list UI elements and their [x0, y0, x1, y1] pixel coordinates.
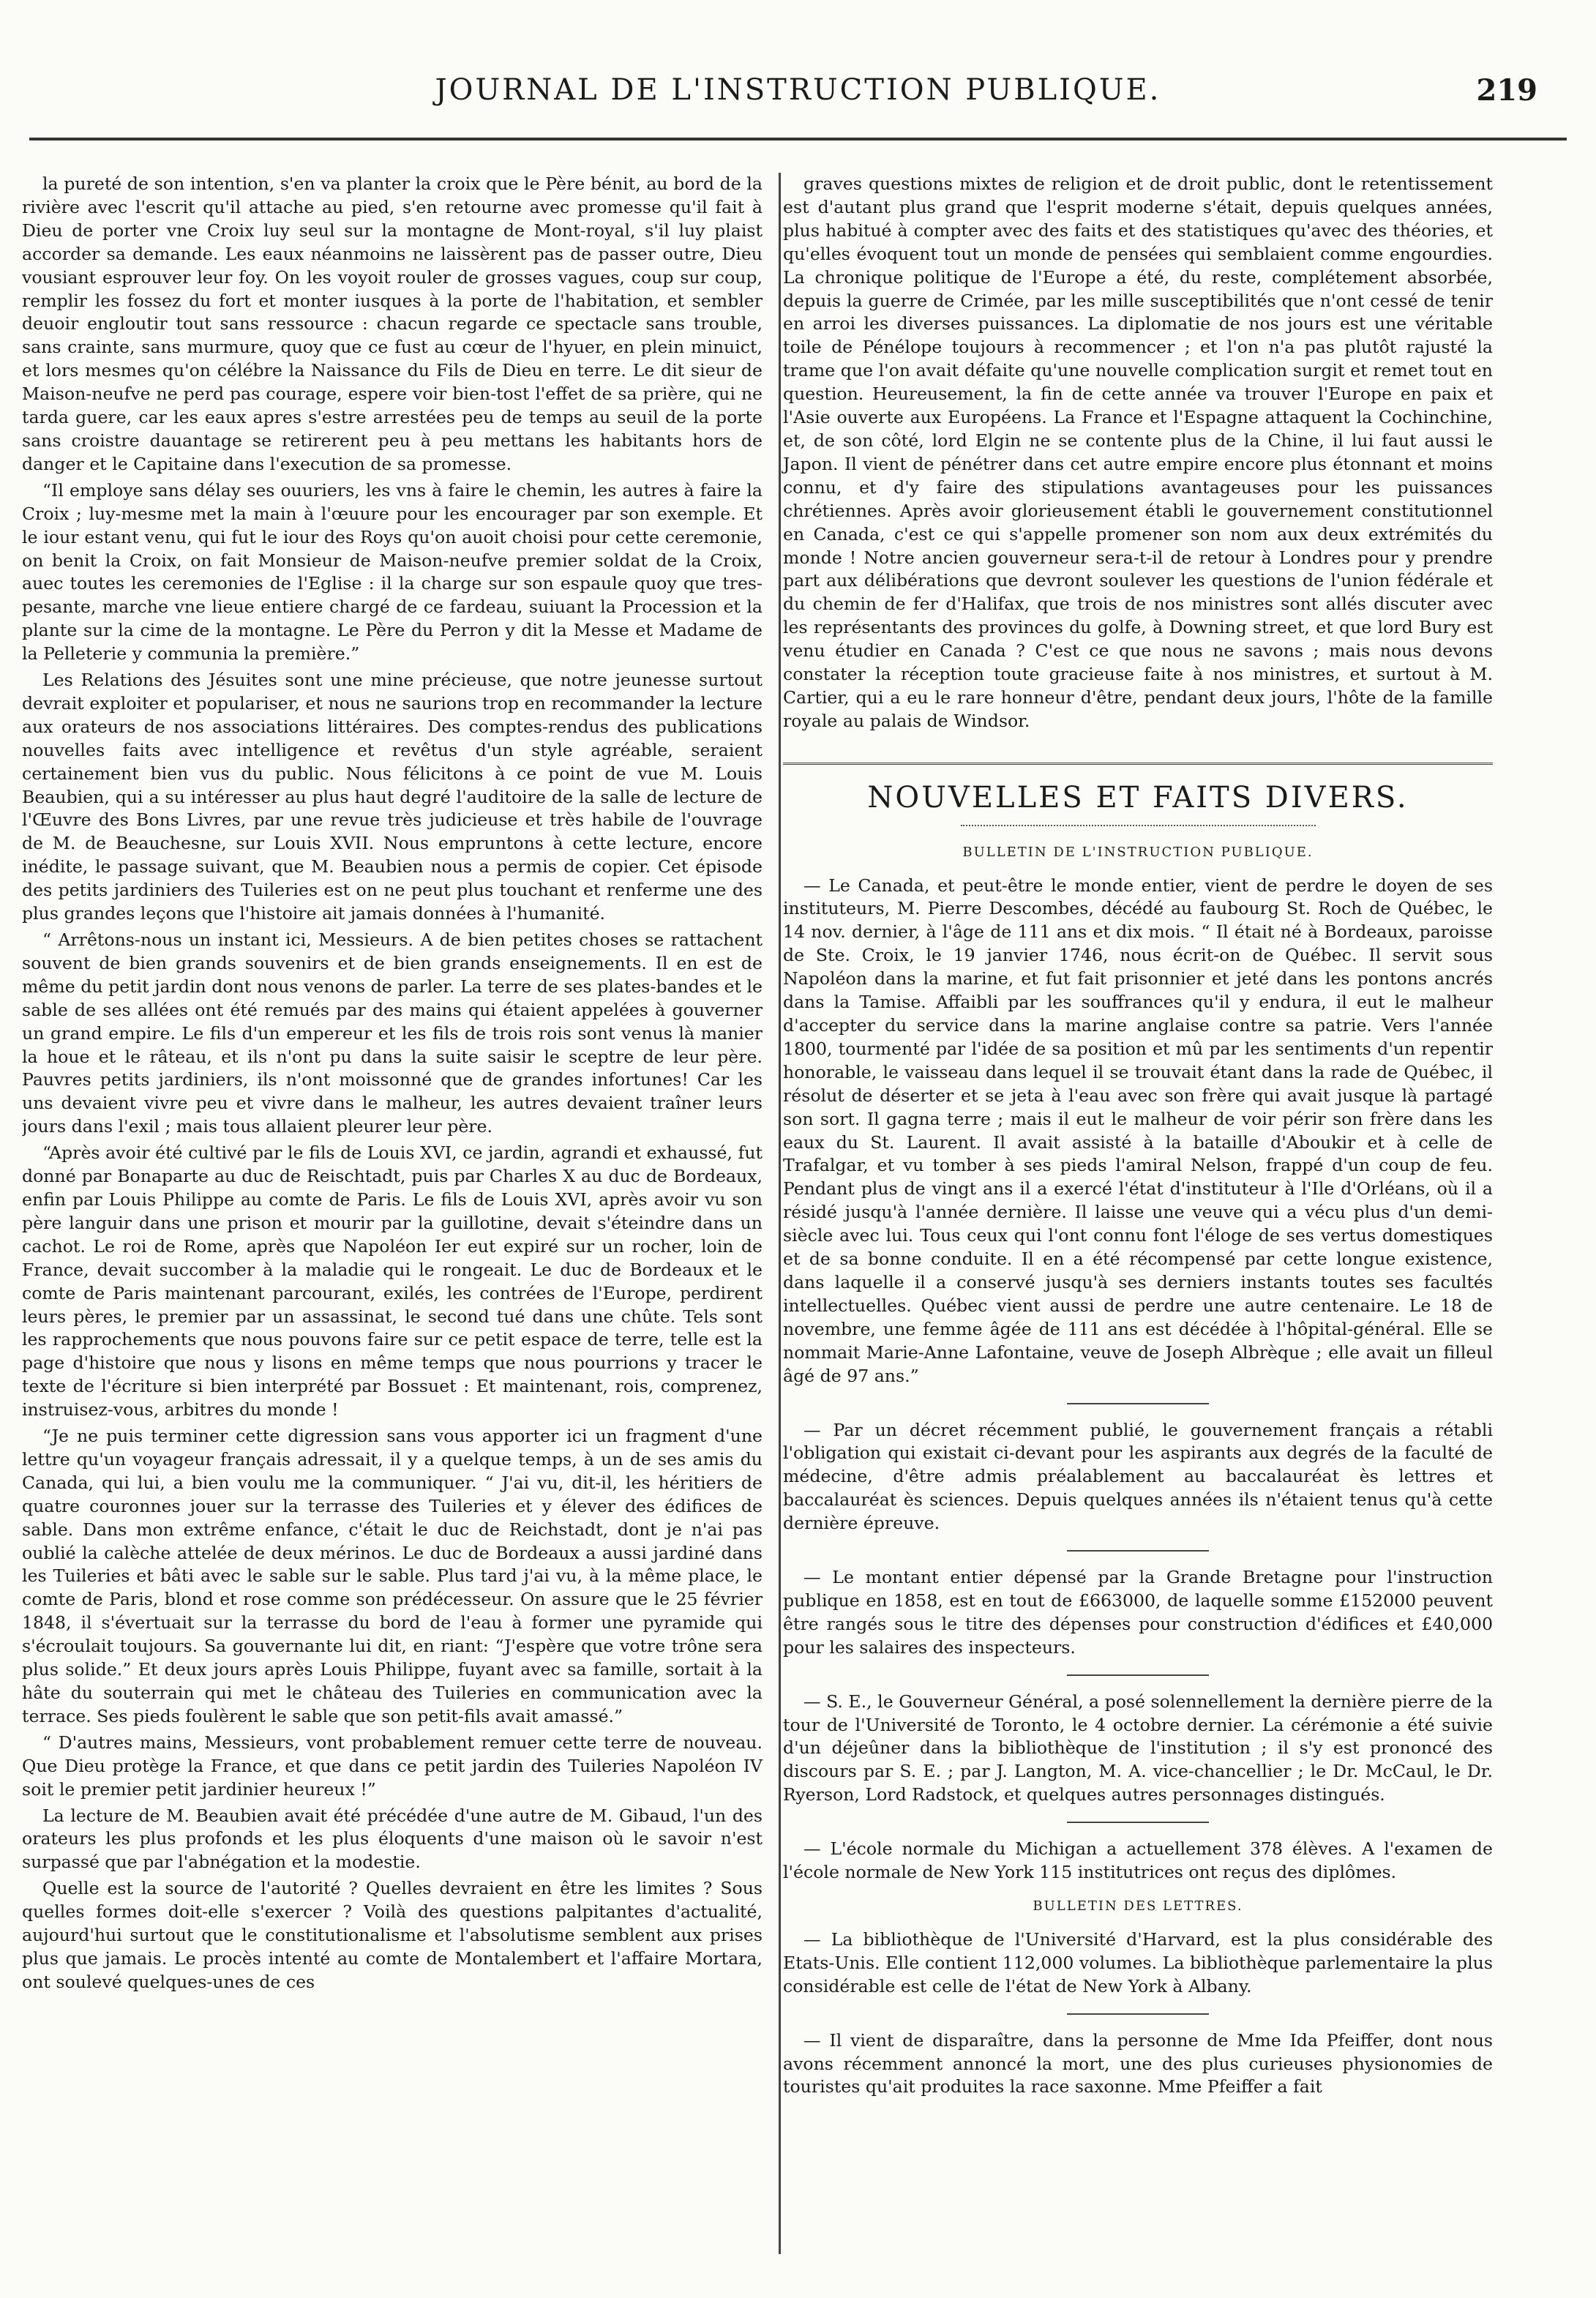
news-item: — L'école normale du Michigan a actuellement 378 élèves. A l'examen de l'école normale de New York 115 institutrices ont reçus des diplômes. [783, 1838, 1493, 1883]
section-divider [783, 763, 1493, 765]
paragraph: “Je ne puis terminer cette digression sans vous apporter ici un fragment d'une lettre qu'un voyageur français adressait, il y a quelque temps, à un de ses amis du Canada, qui lui, a bien voulu me la communiquer. “ J'ai vu, dit-il, les héritiers de quatre couronnes jouer sur la terrasse des Tuileries et y élever des édifices de sable. Dans mon extrême enfance, c'était le duc de Reichstadt, dont je n'ai pas oublié la calèche attelée de deux mérinos. Le duc de Bordeaux a aussi jardiné dans les Tuileries et bâti avec le sable sur le sable. Plus tard j'ai vu, à la même place, le comte de Paris, blond et rose comme son prédécesseur. On assure que le 25 février 1848, il s'évertuait sur la terrasse du bord de l'eau à former une pyramide qui s'écroulait toujours. Sa gouvernante lui dit, en riant: “J'espère que votre trône sera plus solide.” Et deux jours après Louis Philippe, fuyant avec sa famille, sortait à la hâte du souterrain qui met le château des Tuileries en communication avec la terrace. Ses pieds foulèrent le sable que son petit-fils avait amassé.” [22, 1426, 763, 1726]
news-item: — Le Canada, et peut-être le monde entier, vient de perdre le doyen de ses instituteurs, M. Pierre Descombes, décédé au faubourg St. Roch de Québec, le 14 nov. dernier, à l'âge de 111 ans et dix mois. “ Il était né à Bordeaux, paroisse de Ste. Croix, le 19 janvier 1746, nous écrit-on de Québec. Il servit sous Napoléon dans la marine, et fut fait prisonnier et jeté dans les pontons ancrés dans la Tamise. Affaibli par les souffrances qu'il y endura, il eut le malheur d'accepter du service dans la marine anglaise contre sa patrie. Vers l'année 1800, tourmenté par l'idée de sa position et mû par les sentiments d'un repentir honorable, le vaisseau dans lequel il se trouvait étant dans la rade de Québec, il résolut de déserter et se jeta à l'eau avec son frère qui avait jusque là partagé son sort. Il gagna terre ; mais il eut le malheur de voir périr son frère dans les eaux du St. Laurent. Il avait assisté à la bataille d'Aboukir et à celle de Trafalgar, et vu tomber à ses pieds l'amiral Nelson, frappé d'un coup de feu. Pendant plus de vingt ans il a exercé l'état d'instituteur à l'Ile d'Orléans, où il a résidé jusqu'à l'année dernière. Il laisse une veuve qui a vécu plus d'un demi-siècle avec lui. Tous ceux qui l'ont connu font l'éloge de ses vertus domestiques et de sa bonne conduite. Il en a été récompensé par cette longue existence, dans laquelle il a conservé jusqu'à ses derniers instants toutes ses facultés intellectuelles. Québec vient aussi de perdre une autre centenaire. Le 18 de novembre, une femme âgée de 111 ans est décédée à l'hôpital-général. Elle se nommait Marie-Anne Lafontaine, veuve de Joseph Albrèque ; elle avait un filleul âgé de 97 ans.” [783, 875, 1493, 1386]
news-item: — Le montant entier dépensé par la Grande Bretagne pour l'instruction publique en 1858, est en tout de £663000, de laquelle somme £152000 peuvent être rangés sous le titre des dépenses pour construction d'édifices et £40,000 pour les salaires des inspecteurs. [783, 1567, 1493, 1658]
journal-title: JOURNAL DE L'INSTRUCTION PUBLIQUE. [435, 73, 1161, 107]
paragraph: “Après avoir été cultivé par le fils de Louis XVI, ce jardin, agrandi et exhaussé, fut donné par Bonaparte au duc de Reischtadt, puis par Charles X au duc de Bordeaux, enfin par Louis Philippe au comte de Paris. Le fils de Louis XVI, après avoir vu son père languir dans une prison et mourir par la guillotine, devait s'éteindre dans un cachot. Le roi de Rome, après que Napoléon Ier eut expiré sur un rocher, loin de France, devait succomber à la maladie qui le rongeait. Le duc de Bordeaux et le comte de Paris maintenant parcourant, exilés, les contrées de l'Europe, perdirent leurs pères, le premier par un assassinat, le second tué dans une chûte. Tels sont les rapprochements que nous pouvons faire sur ce petit espace de terre, telle est la page d'histoire que nous y lisons en même temps que nous pourrions y tracer le texte de l'écriture si bien interprété par Bossuet : Et maintenant, rois, comprenez, instruisez-vous, arbitres du monde ! [22, 1142, 763, 1421]
bulletin-heading: BULLETIN DE L'INSTRUCTION PUBLIQUE. [962, 844, 1314, 860]
news-item: — Il vient de disparaître, dans la personne de Mme Ida Pfeiffer, dont nous avons récemment annoncé la mort, une des plus curieuses physionomies de touristes qu'ait produites la race saxonne. Mme Pfeiffer a fait [783, 2029, 1493, 2097]
page-header [29, 73, 1567, 124]
paragraph: graves questions mixtes de religion et de droit public, dont le retentissement est d'autant plus grand que l'esprit moderne s'était, depuis quelques années, plus habitué à compter avec des faits et des statistiques qu'avec des théories, et qu'elles évoquent tout un monde de pensées qui semblaient comme engourdies. La chronique politique de l'Europe a été, du reste, complétement absorbée, depuis la guerre de Crimée, par les mille susceptibilités que n'ont cessé de tenir en arroi les diverses puissances. La diplomatie de nos jours est une véritable toile de Pénélope toujours à recommencer ; et l'on n'a pas plutôt rajusté la trame que l'on avait défaite qu'une nouvelle complication surgit et remet tout en question. Heureusement, la fin de cette année va trouver l'Europe en paix et l'Asie ouverte aux Européens. La France et l'Espagne attaquent la Cochinchine, et, de son côté, lord Elgin ne se contente plus de la Chine, il lui faut aussi le Japon. Il vient de pénétrer dans cet autre empire encore plus étonnant et moins connu, et d'y faire des stipulations avantageuses pour les puissances chrétiennes. Après avoir glorieusement établi le gouvernement constitutionnel en Canada, c'est ce qui s'appelle promener son nom aux deux extrémités du monde ! Notre ancien gouverneur sera-t-il de retour à Londres pour y prendre part aux délibérations que devront soulever les questions de l'union fédérale et du chemin de fer d'Halifax, que trois de nos ministres sont allés discuter avec les représentants des provinces du golfe, à Downing street, et que lord Bury est venu étudier en Canada ? C'est ce que nous ne savons ; mais nous devons constater la réception toute gracieuse faite à nos ministres, et surtout à M. Cartier, qui a eu le rare honneur d'être, pendant deux jours, l'hôte de la famille royale au palais de Windsor. [783, 173, 1493, 731]
paragraph: “ D'autres mains, Messieurs, vont probablement remuer cette terre de nouveau. Que Dieu protège la France, et que dans ce petit jardin des Tuileries Napoléon IV soit le premier petit jardinier heureux !” [22, 1732, 763, 1800]
news-item: — S. E., le Gouverneur Général, a posé solennellement la dernière pierre de la tour de l'Université de Toronto, le 4 octobre dernier. La cérémonie a été suivie d'un déjeûner dans la bibliothèque de l'institution ; il s'y est prononcé des discours par S. E. ; par J. Langton, M. A. vice-chancellier ; le Dr. McCaul, le Dr. Ryerson, Lord Radstock, et quelques autres personnages distingués. [783, 1691, 1493, 1805]
header-rule [29, 138, 1567, 141]
paragraph: “Il employe sans délay ses ouuriers, les vns à faire le chemin, les autres à faire la Croix ; luy-mesme met la main à l'œuure pour les encourager par son exemple. Et le iour estant venu, qui fut le iour des Roys qu'on auoit choisi pour cette ceremonie, on benit la Croix, on fait Monsieur de Maison-neufve premier soldat de la Croix, auec toutes les ceremonies de l'Eglise : il la charge sur son espaule quoy que tres-pesante, marche vne lieue entiere chargé de ce fardeau, suiuant la Procession et la plante sur la cime de la montagne. Le Père du Perron y dit la Messe et Madame de la Pelleterie y communia la première.” [22, 479, 763, 665]
section-title: NOUVELLES ET FAITS DIVERS. [867, 780, 1409, 815]
left-column [22, 173, 776, 2254]
paragraph: Les Relations des Jésuites sont une mine précieuse, que notre jeunesse surtout devrait exploiter et populariser, et nous ne saurions trop en recommander la lecture aux orateurs de nos associations littéraires. Des comptes-rendus des publications nouvelles faits avec intelligence et revêtus d'un style agréable, seraient certainement bien vus du public. Nous félicitons à ce point de vue M. Louis Beaubien, qui a su intéresser au plus haut degré l'auditoire de la salle de lecture de l'Œuvre des Bons Livres, par une revue très judicieuse et très habile de l'ouvrage de M. de Beauchesne, sur Louis XVII. Nous empruntons à cette lecture, encore inédite, le passage suivant, que M. Beaubien nous a permis de copier. Cet épisode des petits jardiniers des Tuileries est on ne peut plus touchant et renferme une des plus grandes leçons que l'histoire ait jamais données à l'humanité. [22, 670, 763, 924]
news-item: — La bibliothèque de l'Université d'Harvard, est la plus considérable des Etats-Unis. Elle contient 112,000 volumes. La bibliothèque parlementaire la plus considérable est celle de l'état de New York à Albany. [783, 1928, 1493, 1996]
news-item: — Par un décret récemment publié, le gouvernement français a rétabli l'obligation qui existait ci-devant pour les aspirants aux degrés de la faculté de médecine, d'être admis préalablement au baccalauréat ès lettres et baccalauréat ès sciences. Depuis quelques années ils n'étaient tenus qu'à cette dernière épreuve. [783, 1419, 1493, 1534]
paragraph: La lecture de M. Beaubien avait été précédée d'une autre de M. Gibaud, l'un des orateurs les plus profonds et les plus éloquents d'une maison où le savoir n'est surpassé que par l'abnégation et la modestie. [22, 1805, 763, 1873]
item-divider [1067, 1674, 1209, 1676]
paragraph: “ Arrêtons-nous un instant ici, Messieurs. A de bien petites choses se rattachent souvent de bien grands souvenirs et de bien grands enseignements. Il en est de même du petit jardin dont nous venons de parler. La terre de ses plates-bandes et le sable de ses allées ont été remués par des mains qui étaient appelées à gouverner un grand empire. Le fils d'un empereur et les fils de trois rois sont venus là manier la houe et le râteau, et ils n'ont pu dans la suite saisir le sceptre de leur père. Pauvres petits jardiniers, ils n'ont moissonné que de grandes infortunes! Car les uns devaient vivre peu et vivre dans le malheur, les autres devaient traîner leurs jours dans l'exil ; mais tous allaient pleurer leur père. [22, 929, 763, 1137]
item-divider [1067, 1822, 1209, 1823]
bulletin-heading: BULLETIN DES LETTRES. [1033, 1898, 1243, 1914]
paragraph: la pureté de son intention, s'en va planter la croix que le Père bénit, au bord de la rivière avec l'escrit qu'il attache au pied, s'en retourne avec promesse qu'il fait à Dieu de porter vne Croix luy seul sur la montagne de Mont-royal, s'il luy plaist accorder sa demande. Les eaux néanmoins ne laissèrent pas de passer outre, Dieu vousiant esprouver leur foy. On les voyoit rouler de grosses vagues, coup sur coup, remplir les fossez du fort et monter iusques à la porte de l'habitation, et sembler deuoir engloutir tout sans ressource : chacun regarde ce spectacle sans trouble, sans crainte, sans murmure, quoy que ce fust au cœur de l'hyuer, en plein minuict, et lors mesmes qu'on célébre la Naissance du Fils de Dieu en terre. Le dit sieur de Maison-neufve ne perd pas courage, espere voir bien-tost l'effet de sa prière, qui ne tarda guere, car les eaux apres s'estre arrestées peu de temps au seuil de la porte sans croistre dauantage se retirerent peu à peu mettans les habitants hors de danger et le Capitaine dans l'execution de sa promesse. [22, 173, 763, 474]
item-divider [1067, 1403, 1209, 1404]
right-column [739, 173, 1493, 2254]
title-underline [961, 825, 1316, 826]
page-number: 219 [1476, 73, 1537, 108]
paragraph: Quelle est la source de l'autorité ? Quelles devraient en être les limites ? Sous quelles formes doit-elle s'exercer ? Voilà des questions palpitantes d'actualité, aujourd'hui surtout que le constitutionalisme et l'absolutisme semblent aux prises plus que jamais. Le procès intenté au comte de Montalembert et l'affaire Mortara, ont soulevé quelques-unes de ces [22, 1878, 763, 1992]
item-divider [1067, 1550, 1209, 1552]
item-divider [1067, 2013, 1209, 2015]
